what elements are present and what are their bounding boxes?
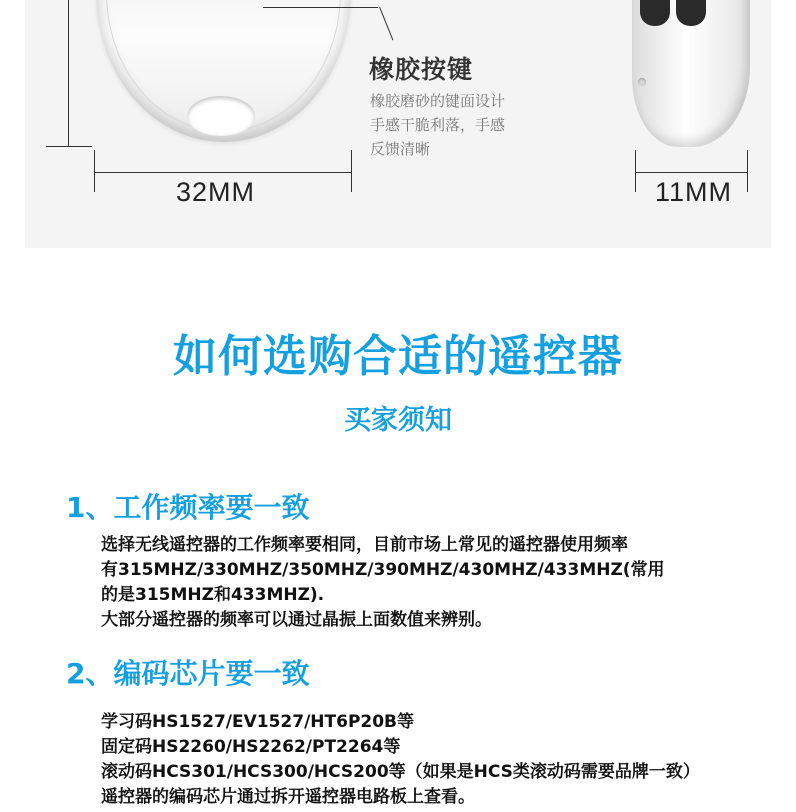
- height-dimension-tick: [46, 146, 92, 147]
- section-line: 滚动码HCS301/HCS300/HCS200等（如果是HCS类滚动码需要品牌一致）: [101, 762, 700, 782]
- height-dimension-line: [68, 0, 69, 146]
- callout-line-horizontal: [263, 7, 378, 8]
- guide-title: 如何选购合适的遥控器: [173, 331, 623, 382]
- width-dimension-label: 32MM: [176, 177, 256, 207]
- section-line: 的是315MHZ和433MHZ).: [101, 585, 325, 605]
- section-line: 固定码HS2260/HS2262/PT2264等: [101, 737, 401, 757]
- section-line: 选择无线遥控器的工作频率要相同，目前市场上常见的遥控器使用频率: [101, 535, 628, 555]
- section-heading-chip: 2、编码芯片要一致: [66, 657, 310, 690]
- section-line: 大部分遥控器的频率可以通过晶振上面数值来辨别。: [101, 610, 492, 630]
- feature-title: 橡胶按键: [369, 55, 474, 84]
- thickness-dimension-label: 11MM: [655, 177, 733, 207]
- feature-desc-line: 橡胶磨砂的键面设计: [370, 92, 506, 110]
- thickness-dimension-tick-right: [747, 150, 748, 192]
- keyring-hole: [187, 96, 255, 136]
- guide-subtitle: 买家须知: [344, 405, 452, 436]
- feature-desc-line: 手感干脆利落，手感: [370, 116, 506, 134]
- side-button-left: [640, 0, 670, 26]
- width-dimension-tick-right: [351, 150, 352, 192]
- indicator-led: [638, 78, 646, 86]
- side-button-right: [676, 0, 706, 26]
- feature-description: [370, 89, 550, 161]
- feature-desc-line: 反馈清晰: [370, 140, 431, 158]
- section-heading-frequency: 1、工作频率要一致: [66, 491, 310, 524]
- section-line: 学习码HS1527/EV1527/HT6P20B等: [101, 712, 415, 732]
- section-body-frequency: [101, 533, 781, 633]
- section-line: 有315MHZ/330MHZ/350MHZ/390MHZ/430MHZ/433MHZ(常用: [101, 560, 665, 580]
- section-line: 遥控器的编码芯片通过拆开遥控器电路板上查看。: [101, 787, 475, 807]
- width-dimension-line: [94, 172, 352, 173]
- thickness-dimension-tick-left: [635, 150, 636, 192]
- thickness-dimension-line: [635, 172, 748, 173]
- section-body-chip: [101, 710, 781, 810]
- width-dimension-tick-left: [94, 150, 95, 192]
